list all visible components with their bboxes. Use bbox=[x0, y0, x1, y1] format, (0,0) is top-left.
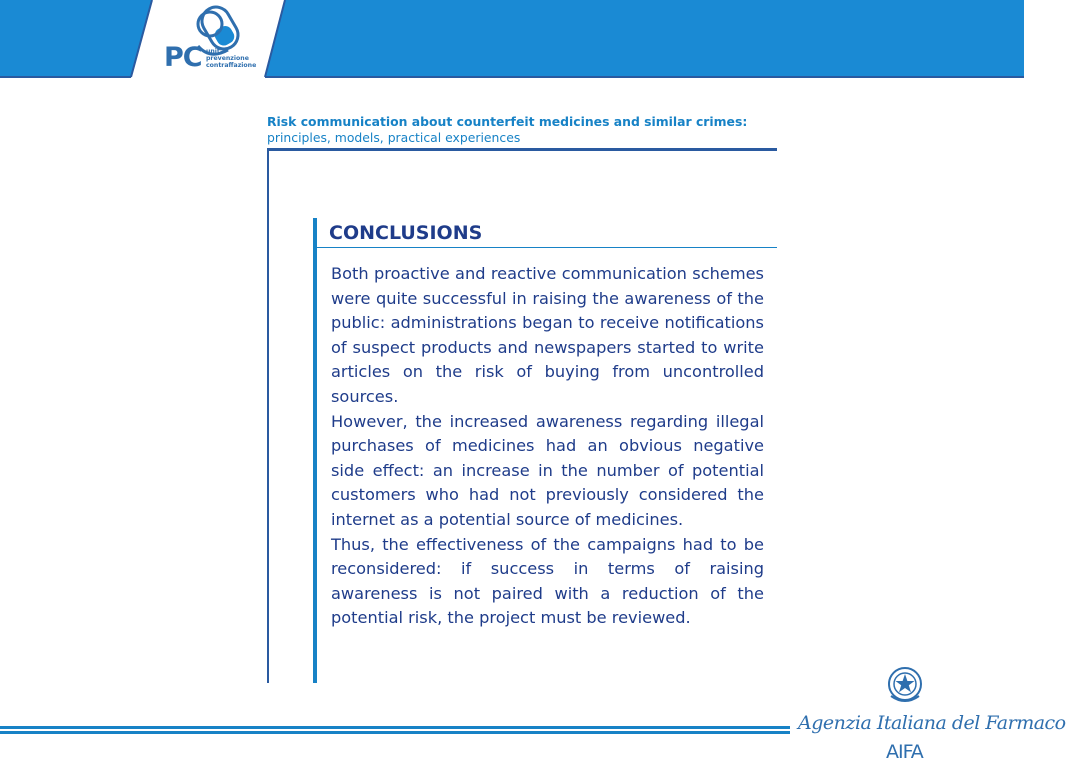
paragraph: Both proactive and reactive communication schemes were quite successful in raising the awareness of the public: administrations began to receive notifications of suspect products and newspapers started to write articles on the risk of buying from uncontrolled sources. bbox=[331, 264, 764, 406]
pc-logo-subtitle: unità prevenzione contraffazione bbox=[206, 48, 257, 69]
paragraph: Thus, the effectiveness of the campaigns had to be reconsidered: if success in terms of raising awareness is not paired with a reduction of the potential risk, the project must be reviewed. bbox=[331, 534, 764, 628]
section-title-divider bbox=[317, 247, 777, 248]
footer-rule-bottom bbox=[0, 731, 790, 734]
section-title: CONCLUSIONS bbox=[329, 222, 483, 244]
content-frame-left-border bbox=[267, 151, 269, 683]
pc-logo-letters: PC bbox=[164, 42, 202, 73]
paragraph: However, the increased awareness regarding illegal purchases of medicines had an obvious negative side effect: an increase in the number of potential customers who had not previously considered the internet as a potential source of medicines. bbox=[331, 411, 764, 529]
agency-name: Agenzia Italiana del Farmaco bbox=[798, 712, 1066, 734]
aifa-logo: AIFA bbox=[886, 741, 923, 763]
section-body bbox=[331, 262, 764, 631]
footer-rule-top bbox=[0, 726, 790, 729]
subtitle-line-2: principles, models, practical experiences bbox=[267, 130, 521, 145]
section-accent-bar bbox=[313, 218, 317, 683]
italian-republic-emblem-icon bbox=[885, 664, 925, 708]
pc-logo bbox=[140, 0, 290, 80]
subtitle-line-1: Risk communication about counterfeit medicines and similar crimes: bbox=[267, 114, 748, 129]
presentation-subtitle bbox=[267, 114, 777, 146]
subtitle-divider bbox=[267, 148, 777, 151]
